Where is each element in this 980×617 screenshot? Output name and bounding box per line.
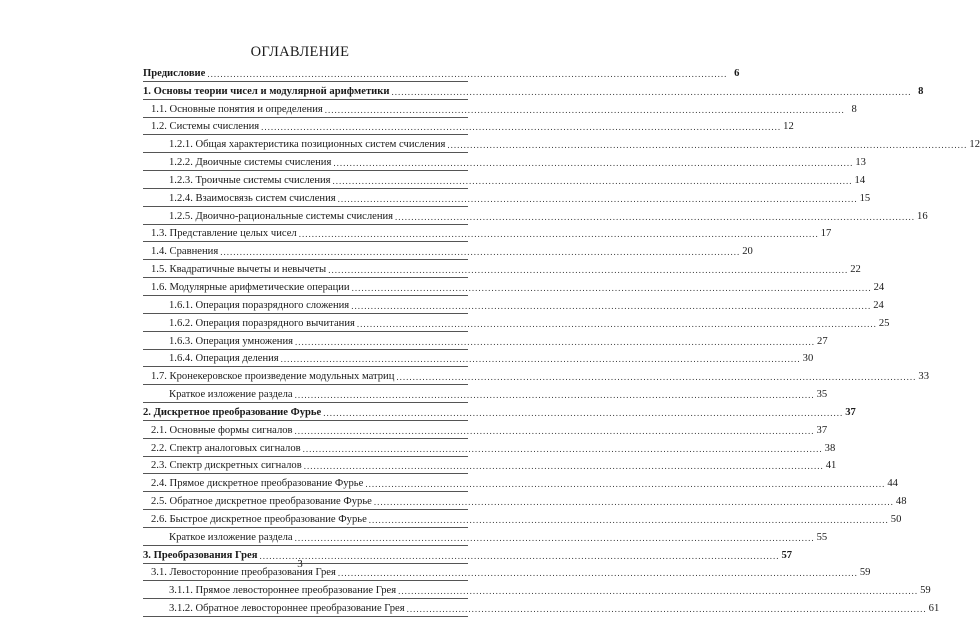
toc-entry-page: 35 bbox=[816, 389, 828, 401]
toc-entry-page: 25 bbox=[878, 317, 890, 329]
page-title: ОГЛАВЛЕНИЕ bbox=[250, 44, 350, 60]
toc-entry-page: 55 bbox=[816, 531, 828, 543]
toc-entry-page: 50 bbox=[890, 513, 902, 525]
toc-entry-label: 1.6. Модулярные арифметические операции bbox=[151, 281, 350, 293]
toc-entry-page: 20 bbox=[742, 246, 753, 258]
toc-entry-label: 1.6.3. Операция умножения bbox=[169, 335, 294, 347]
toc-entry-label: 3. Преобразования Грея bbox=[143, 549, 258, 561]
toc-entry-page: 13 bbox=[855, 157, 866, 169]
toc-leader-dots bbox=[333, 158, 853, 169]
toc-entry-label: Краткое изложение раздела bbox=[169, 389, 293, 401]
toc-entry bbox=[143, 385, 828, 403]
toc-entry-page: 38 bbox=[824, 442, 836, 454]
toc-entry-label: Краткое изложение раздела bbox=[169, 531, 293, 543]
toc-entry-page: 16 bbox=[917, 210, 928, 222]
toc-entry-label: 2. Дискретное преобразование Фурье bbox=[143, 406, 322, 418]
toc-entry bbox=[143, 118, 794, 136]
toc-entry-page: 59 bbox=[920, 585, 931, 597]
toc-entry bbox=[143, 403, 856, 421]
toc-entry bbox=[143, 457, 837, 475]
toc-entry bbox=[143, 510, 902, 528]
toc-entry-label: 1.2.4. Взаимосвязь систем счисления bbox=[169, 192, 336, 204]
toc-entry-page: 59 bbox=[859, 567, 871, 579]
toc-leader-dots bbox=[220, 247, 740, 258]
toc-leader-dots bbox=[352, 283, 872, 294]
toc-entry bbox=[143, 100, 857, 118]
toc-leader-dots bbox=[447, 140, 967, 151]
toc-entry bbox=[143, 260, 861, 278]
toc-entry bbox=[143, 599, 940, 617]
toc-leader-dots bbox=[338, 568, 858, 579]
toc-entry-page: 37 bbox=[816, 424, 828, 436]
toc-leader-dots bbox=[365, 479, 885, 490]
toc-entry bbox=[143, 581, 931, 599]
toc-leader-dots bbox=[395, 212, 915, 223]
toc-entry-label: 1.5. Квадратичные вычеты и невычеты bbox=[151, 264, 327, 276]
toc-entry-label: 3.1.1. Прямое левостороннее преобразование Грея bbox=[169, 585, 397, 597]
toc-entry-page: 15 bbox=[859, 192, 871, 204]
toc-leader-dots bbox=[295, 533, 815, 544]
toc-entry-label: 1.2.5. Двоично-рациональные системы счисления bbox=[169, 210, 394, 222]
toc-leader-dots bbox=[261, 122, 781, 133]
toc-entry-label: 1.2. Системы счисления bbox=[151, 121, 260, 133]
toc-leader-dots bbox=[207, 69, 727, 80]
toc-entry-page: 8 bbox=[851, 103, 857, 115]
toc-entry bbox=[143, 171, 866, 189]
toc-entry bbox=[143, 528, 828, 546]
toc-entry-page: 24 bbox=[873, 299, 884, 311]
toc-entry-page: 33 bbox=[918, 371, 929, 383]
toc-entry bbox=[143, 207, 928, 225]
toc-entry bbox=[143, 492, 907, 510]
toc-leader-dots bbox=[328, 265, 848, 276]
toc-entry bbox=[143, 82, 924, 100]
toc-leader-dots bbox=[323, 408, 843, 419]
toc-entry bbox=[143, 225, 832, 243]
toc-entry bbox=[143, 350, 814, 368]
toc-leader-dots bbox=[374, 497, 894, 508]
toc-leader-dots bbox=[295, 337, 815, 348]
toc-entry-page: 41 bbox=[825, 460, 837, 472]
toc-entry-page: 22 bbox=[850, 264, 861, 276]
toc-entry-page: 24 bbox=[873, 281, 885, 293]
toc-leader-dots bbox=[396, 372, 916, 383]
toc-leader-dots bbox=[325, 105, 845, 116]
toc-leader-dots bbox=[299, 229, 819, 240]
toc-entry-page: 48 bbox=[895, 496, 907, 508]
toc-entry-page: 44 bbox=[887, 478, 898, 490]
toc-entry-label: 2.5. Обратное дискретное преобразование Фурье bbox=[151, 496, 372, 508]
toc-entry-label: 2.1. Основные формы сигналов bbox=[151, 424, 293, 436]
toc-entry bbox=[143, 153, 866, 171]
toc-entry-label: 1.6.2. Операция поразрядного вычитания bbox=[169, 317, 355, 329]
toc-entry bbox=[143, 278, 885, 296]
toc-entry-label: 2.6. Быстрое дискретное преобразование Фурье bbox=[151, 513, 367, 525]
toc-entry-page: 8 bbox=[918, 85, 924, 97]
toc-entry-label: 2.3. Спектр дискретных сигналов bbox=[151, 460, 302, 472]
toc-entry bbox=[143, 439, 836, 457]
toc-entry-page: 30 bbox=[802, 353, 814, 365]
toc-leader-dots bbox=[304, 461, 824, 472]
toc-entry bbox=[143, 64, 740, 82]
toc-entry bbox=[143, 242, 753, 260]
toc-entry-label: 1.1. Основные понятия и определения bbox=[151, 103, 323, 115]
toc-entry bbox=[143, 296, 884, 314]
toc-entry-label: 1.6.4. Операция деления bbox=[169, 353, 279, 365]
toc-entry-label: 1. Основы теории чисел и модулярной арифметики bbox=[143, 85, 390, 97]
toc-entry-label: 1.2.3. Троичные системы счисления bbox=[169, 174, 331, 186]
toc-entry-label: 3.1.2. Обратное левостороннее преобразование Грея bbox=[169, 603, 405, 615]
toc-leader-dots bbox=[398, 586, 918, 597]
toc-leader-dots bbox=[338, 194, 858, 205]
toc-entry-label: Предисловие bbox=[143, 67, 206, 79]
toc-leader-dots bbox=[407, 604, 927, 615]
toc-entry-label: 1.6.1. Операция поразрядного сложения bbox=[169, 299, 350, 311]
toc-entry-label: 1.2.2. Двоичные системы счисления bbox=[169, 157, 332, 169]
toc-entry-page: 61 bbox=[928, 603, 940, 615]
toc-entry bbox=[143, 367, 929, 385]
toc-entry bbox=[143, 474, 898, 492]
toc-leader-dots bbox=[391, 87, 911, 98]
table-of-contents bbox=[143, 64, 980, 617]
toc-entry bbox=[143, 421, 828, 439]
toc-leader-dots bbox=[357, 319, 877, 330]
toc-entry-page: 37 bbox=[845, 406, 856, 418]
toc-entry-page: 14 bbox=[854, 174, 866, 186]
toc-entry bbox=[143, 332, 828, 350]
toc-entry-page: 57 bbox=[781, 549, 793, 561]
toc-entry-label: 1.4. Сравнения bbox=[151, 246, 219, 258]
toc-entry-label: 3.1. Левосторонние преобразования Грея bbox=[151, 567, 336, 579]
toc-leader-dots bbox=[295, 390, 815, 401]
page-number: 3 bbox=[297, 558, 303, 570]
toc-leader-dots bbox=[295, 426, 815, 437]
toc-entry-page: 12 bbox=[783, 121, 794, 133]
toc-entry-label: 2.2. Спектр аналоговых сигналов bbox=[151, 442, 301, 454]
toc-entry bbox=[143, 135, 980, 153]
toc-entry-page: 12 bbox=[969, 139, 980, 151]
toc-entry-page: 27 bbox=[817, 335, 828, 347]
toc-entry-label: 1.3. Представление целых чисел bbox=[151, 228, 297, 240]
toc-leader-dots bbox=[351, 301, 871, 312]
toc-entry-label: 2.4. Прямое дискретное преобразование Фурье bbox=[151, 478, 364, 490]
toc-leader-dots bbox=[333, 176, 853, 187]
toc-leader-dots bbox=[281, 354, 801, 365]
toc-entry-page: 6 bbox=[734, 67, 740, 79]
toc-entry-label: 1.7. Кронекеровское произведение модульных матриц bbox=[151, 371, 395, 383]
toc-leader-dots bbox=[369, 515, 889, 526]
toc-entry-label: 1.2.1. Общая характеристика позиционных систем счисления bbox=[169, 139, 446, 151]
toc-leader-dots bbox=[303, 444, 823, 455]
toc-entry-page: 17 bbox=[820, 228, 832, 240]
toc-entry bbox=[143, 189, 871, 207]
toc-entry bbox=[143, 314, 890, 332]
